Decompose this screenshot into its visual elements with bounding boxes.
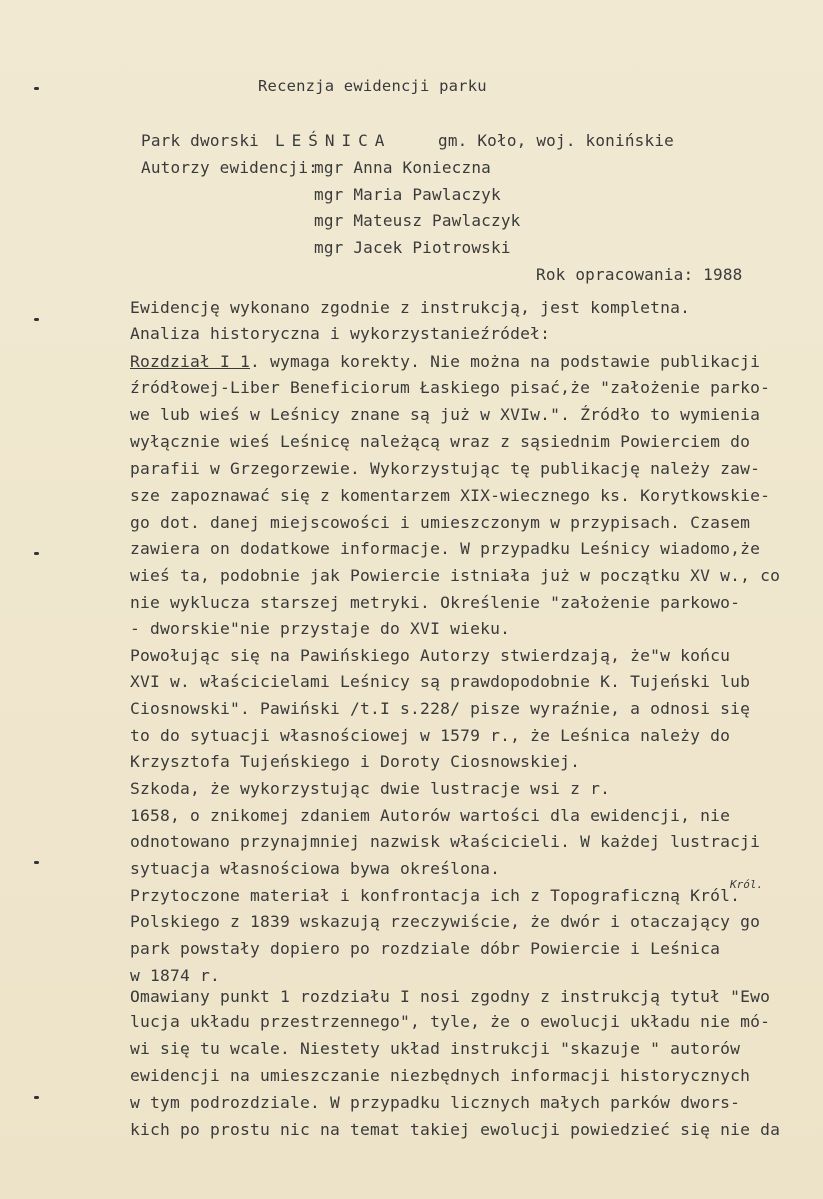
body-line: park powstały dopiero po rozdziale dóbr Powiercie i Leśnica [130,939,721,958]
body-line: Omawiany punkt 1 rozdziału I nosi zgodny z instrukcją tytuł "Ewo [130,987,771,1006]
punch-mark [34,318,39,321]
body-line: go dot. danej miejscowości i umieszczonym w przypisach. Czasem [130,513,751,532]
body-line: zawiera on dodatkowe informacje. W przypadku Leśnicy wiadomo,że [130,539,761,558]
body-line: kich po prostu nic na temat takiej ewolucji powiedzieć się nie da [130,1120,781,1139]
author-name: mgr Mateusz Pawlaczyk [314,211,521,230]
body-line: Przytoczone materiał i konfrontacja ich z Topograficzną Król. [130,886,741,905]
body-line: ewidencji na umieszczanie niezbędnych informacji historycznych [130,1066,751,1085]
body-line: źródłowej-Liber Beneficiorum Łaskiego pisać,że "założenie parko- [130,378,771,397]
body-line: XVI w. właścicielami Leśnicy są prawdopodobnie K. Tujeński lub [130,672,751,691]
body-line: Analiza historyczna i wykorzystanieźródeł: [130,324,551,343]
body-line: sze zapoznawać się z komentarzem XIX-wiecznego ks. Korytkowskie- [130,486,771,505]
punch-mark [34,552,39,555]
body-line: Ciosnowski". Pawiński /t.I s.228/ pisze wyraźnie, a odnosi się [130,699,751,718]
document-title: Recenzja ewidencji parku [258,77,487,95]
body-line: 1658, o znikomej zdaniem Autorów wartości dla ewidencji, nie [130,806,731,825]
body-line: parafii w Grzegorzewie. Wykorzystując tę publikację należy zaw- [130,459,761,478]
year-line: Rok opracowania: 1988 [536,265,743,284]
body-line: lucja układu przestrzennego", tyle, że o ewolucji układu nie mó- [130,1012,771,1031]
body-line: wi się tu wcale. Niestety układ instrukcji "skazuje " autorów [130,1039,741,1058]
body-line: wyłącznie wieś Leśnicę należącą wraz z sąsiednim Powierciem do [130,432,751,451]
handwritten-insert: Król. [730,878,764,891]
body-line: Krzysztofa Tujeńskiego i Doroty Ciosnowskiej. [130,752,581,771]
body-line: we lub wieś w Leśnicy znane są już w XVIw.". Źródło to wymienia [130,405,761,424]
author-name: mgr Anna Konieczna [314,158,491,177]
body-line: w tym podrozdziale. W przypadku licznych małych parków dwors- [130,1093,741,1112]
body-line: Szkoda, że wykorzystując dwie lustracje wsi z r. [130,779,611,798]
author-name: mgr Jacek Piotrowski [314,238,511,257]
park-type: Park dworski [141,131,259,150]
punch-mark [34,87,39,90]
body-line: odnotowano przynajmniej nazwisk właścicieli. W każdej lustracji [130,832,761,851]
body-line: Polskiego z 1839 wskazują rzeczywiście, że dwór i otaczający go [130,912,761,931]
park-location: gm. Koło, woj. konińskie [438,131,674,150]
body-line: sytuacja własnościowa bywa określona. [130,859,501,878]
park-name: LEŚNICA [275,131,392,150]
underlined-text: Rozdział I 1 [130,352,251,371]
body-line: - dworskie"nie przystaje do XVI wieku. [130,619,511,638]
body-line: nie wyklucza starszej metryki. Określenie "założenie parkowo- [130,593,741,612]
author-name: mgr Maria Pawlaczyk [314,185,501,204]
punch-mark [34,1096,39,1099]
body-line: w 1874 r. [130,966,221,985]
body-line: Ewidencję wykonano zgodnie z instrukcją, jest kompletna. [130,298,691,317]
body-line: to do sytuacji własnościowej w 1579 r., że Leśnica należy do [130,726,731,745]
punch-mark [34,861,39,864]
authors-label: Autorzy ewidencji: [141,158,318,177]
body-line: Powołując się na Pawińskiego Autorzy stwierdzają, że"w końcu [130,646,731,665]
body-line: wieś ta, podobnie jak Powiercie istniała już w początku XV w., co [130,566,781,585]
body-line: Rozdział I 1. wymaga korekty. Nie można na podstawie publikacji [130,352,761,371]
